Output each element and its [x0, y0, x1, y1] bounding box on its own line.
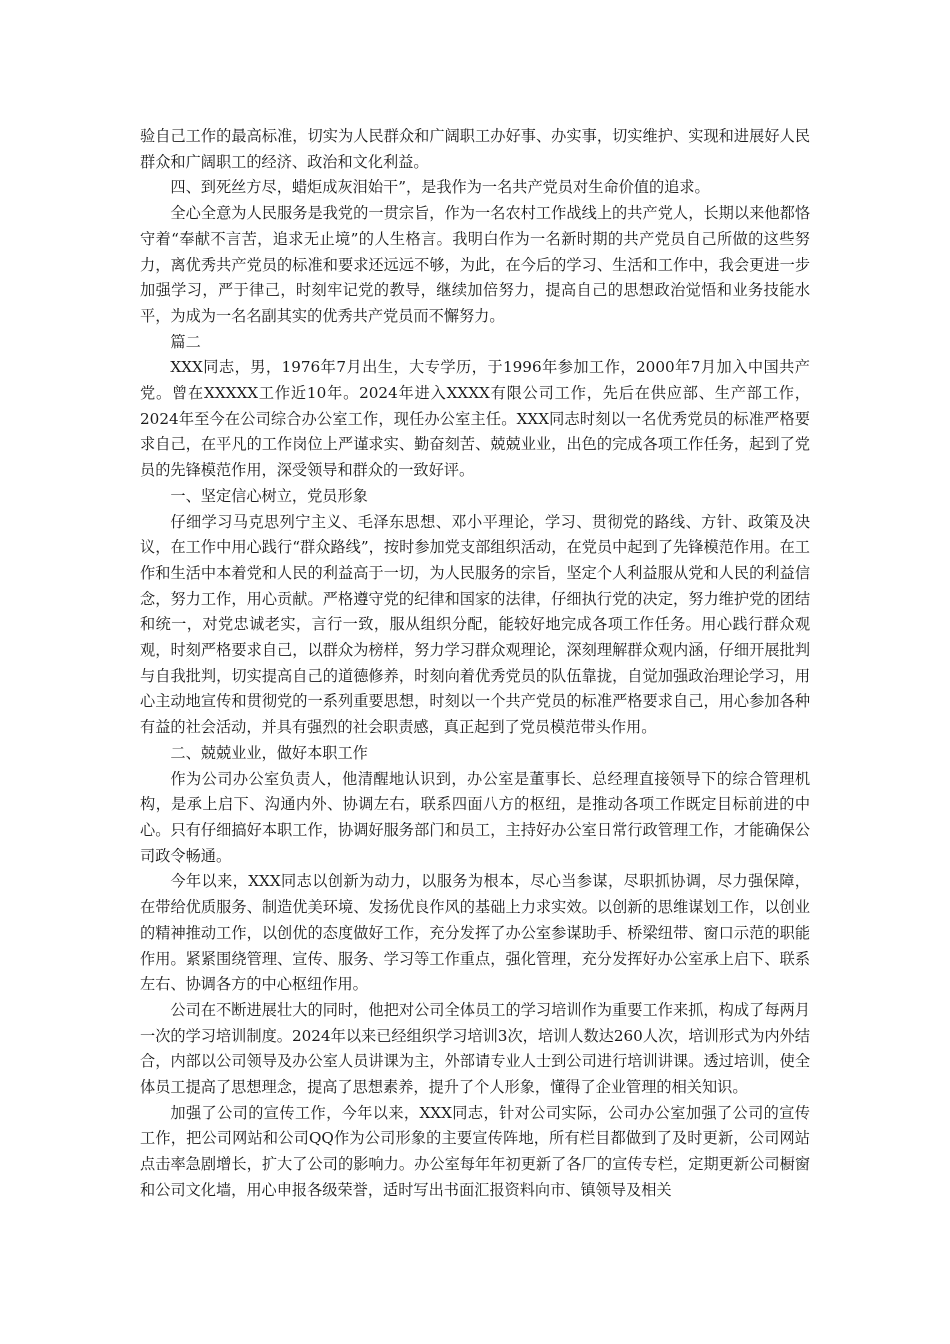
- paragraph-study-theory: 仔细学习马克思列宁主义、毛泽东思想、邓小平理论，学习、贯彻党的路线、方针、政策及决议，在工作中用心践行“群众路线”，按时参加党支部组织活动，在党员中起到了先锋模范作用。在工作和生活中本着党和人民的利益高于一切，为人民服务的宗旨，坚定个人利益服从党和人民的利益信念，努力工作，用心贡献。严格遵守党的纪律和国家的法律，仔细执行党的决定，努力维护党的团结和统一，对党忠诚老实，言行一致，服从组织分配，能较好地完成各项工作任务。用心践行群众观观，时刻严格要求自己，以群众为榜样，努力学习群众观理论，深刻理解群众观内涵，仔细开展批判与自我批判，切实提高自己的道德修养，时刻向着优秀党员的队伍靠拢，自觉加强政治理论学习，用心主动地宣传和贯彻党的一系列重要思想，时刻以一个共产党员的标准严格要求自己，用心参加各种有益的社会活动，并具有强烈的社会职责感，真正起到了党员模范带头作用。: [140, 512, 810, 737]
- section-heading-four: 四、到死丝方尽，蜡炬成灰泪始干”，是我作为一名共产党员对生命价值的追求。: [170, 178, 710, 197]
- section-heading-two: 二、兢兢业业，做好本职工作: [170, 743, 368, 762]
- paragraph-continuation: 验自己工作的最高标准，切实为人民群众和广阔职工办好事、办实事，切实维护、实现和进展好人民群众和广阔职工的经济、政治和文化利益。: [140, 127, 810, 171]
- paragraph-training: 公司在不断进展壮大的同时，他把对公司全体员工的学习培训作为重要工作来抓，构成了每两月一次的学习培训制度。2024年以来已经组织学习培训3次，培训人数达260人次，培训形式为内外结合，内部以公司领导及办公室人员讲课为主，外部请专业人士到公司进行培训讲课。透过培训，使全体员工提高了思想理念，提高了思想素养，提升了个人形象，懂得了企业管理的相关知识。: [140, 1000, 810, 1097]
- paragraph-service-motto: 全心全意为人民服务是我党的一贯宗旨，作为一名农村工作战线上的共产党人，长期以来他都恪守着“奉献不言苦，追求无止境”的人生格言。我明白作为一名新时期的共产党员自己所做的这些努力，离优秀共产党员的标准和要求还远远不够，为此，在今后的学习、生活和工作中，我会更进一步加强学习，严于律己，时刻牢记党的教导，继续加倍努力，提高自己的思想政治觉悟和业务技能水平，为成为一名名副其实的优秀共产党员而不懈努力。: [140, 204, 810, 325]
- paragraph-publicity: 加强了公司的宣传工作，今年以来，XXX同志，针对公司实际，公司办公室加强了公司的宣传工作，把公司网站和公司QQ作为公司形象的主要宣传阵地，所有栏目都做到了及时更新，公司网站点击率急剧增长，扩大了公司的影响力。办公室每年年初更新了各厂的宣传专栏，定期更新公司橱窗和公司文化墙，用心申报各级荣誉，适时写出书面汇报资料向市、镇领导及相关: [140, 1103, 810, 1199]
- section-heading-one: 一、坚定信心树立，党员形象: [170, 486, 368, 505]
- paragraph-innovation: 今年以来，XXX同志以创新为动力，以服务为根本，尽心当参谋，尽职抓协调，尽力强保障，在带给优质服务、制造优美环境、发扬优良作风的基础上力求实效。以创新的思维谋划工作，以创业的精神推动工作，以创优的态度做好工作，充分发挥了办公室参谋助手、桥梁纽带、窗口示范的职能作用。紧紧围绕管理、宣传、服务、学习等工作重点，强化管理，充分发挥好办公室承上启下、联系左右、协调各方的中心枢纽作用。: [140, 872, 810, 994]
- article-heading-part-two: 篇二: [170, 332, 201, 351]
- document-page: [140, 124, 810, 1204]
- paragraph-bio: XXX同志，男，1976年7月出生，大专学历，于1996年参加工作，2000年7月加入中国共产党。曾在XXXXX工作近10年。2024年进入XXXX有限公司工作，先后在供应部、生产部工作，2024年至今在公司综合办公室工作，现任办公室主任。XXX同志时刻以一名优秀党员的标准严格要求自己，在平凡的工作岗位上严谨求实、勤奋刻苦、兢兢业业，出色的完成各项工作任务，起到了党员的先锋模范作用，深受领导和群众的一致好评。: [140, 358, 810, 480]
- paragraph-office-role: 作为公司办公室负责人，他清醒地认识到，办公室是董事长、总经理直接领导下的综合管理机构，是承上启下、沟通内外、协调左右，联系四面八方的枢纽，是推动各项工作既定目标前进的中心。只有仔细搞好本职工作，协调好服务部门和员工，主持好办公室日常行政管理工作，才能确保公司政令畅通。: [140, 769, 810, 865]
